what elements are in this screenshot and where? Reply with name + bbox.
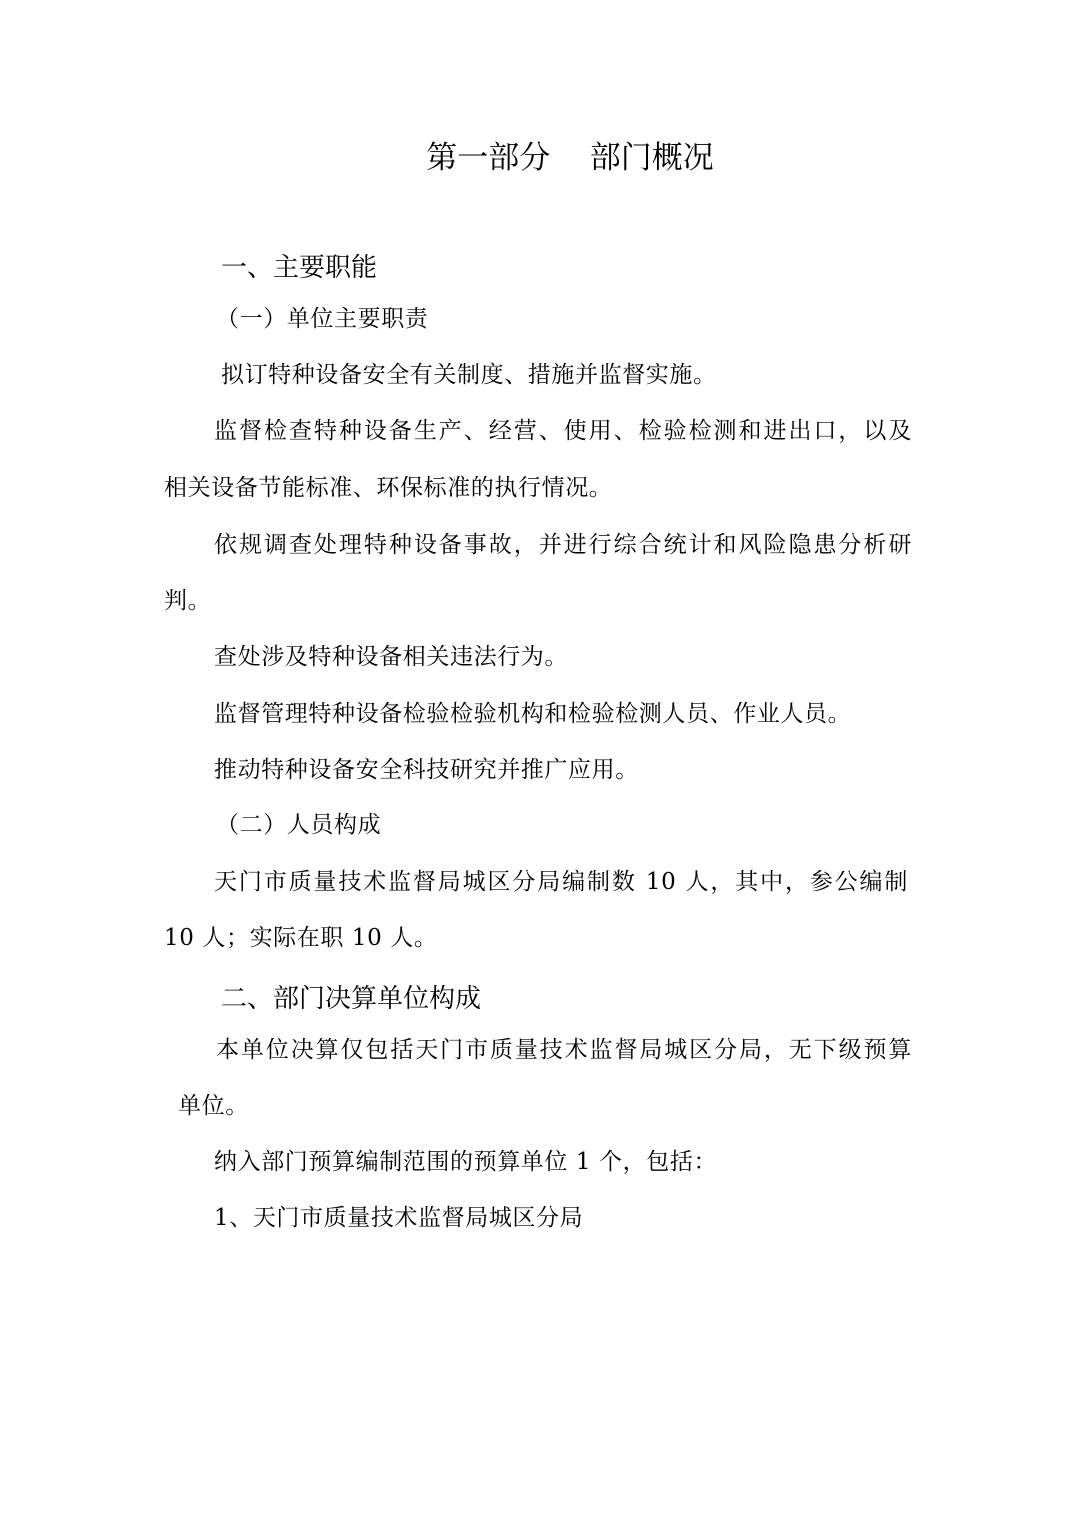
duty-paragraph-5: 监督管理特种设备检验检验机构和检验检测人员、作业人员。 [214, 701, 852, 727]
duty-paragraph-6: 推动特种设备安全科技研究并推广应用。 [214, 757, 639, 783]
duty-paragraph-4: 查处涉及特种设备相关违法行为。 [214, 644, 568, 670]
budget-unit-list-item: 1、天门市质量技术监督局城区分局 [214, 1205, 584, 1231]
composition-paragraph-1-line-2: 单位。 [178, 1093, 249, 1119]
duty-paragraph-1: 拟订特种设备安全有关制度、措施并监督实施。 [221, 362, 717, 388]
section-heading-main-functions: 一、主要职能 [221, 253, 378, 283]
composition-paragraph-1-line-1: 本单位决算仅包括天门市质量技术监督局城区分局，无下级预算 [216, 1037, 912, 1063]
section-heading-unit-composition: 二、部门决算单位构成 [221, 984, 482, 1014]
duty-paragraph-2-line-1: 监督检查特种设备生产、经营、使用、检验检测和进出口，以及 [214, 418, 912, 444]
subsection-heading-staffing: （二）人员构成 [216, 812, 382, 838]
staffing-paragraph-line-2: 10 人；实际在职 10 人。 [164, 925, 438, 951]
subsection-heading-duties: （一）单位主要职责 [216, 306, 429, 332]
duty-paragraph-3-line-2: 判。 [164, 588, 212, 614]
composition-paragraph-2: 纳入部门预算编制范围的预算单位 1 个，包括： [214, 1149, 718, 1175]
page-title: 第一部分 部门概况 [426, 140, 714, 176]
duty-paragraph-2-line-2: 相关设备节能标准、环保标准的执行情况。 [164, 475, 613, 501]
duty-paragraph-3-line-1: 依规调查处理特种设备事故，并进行综合统计和风险隐患分析研 [214, 532, 912, 558]
staffing-paragraph-line-1: 天门市质量技术监督局城区分局编制数 10 人，其中，参公编制 [214, 869, 908, 895]
